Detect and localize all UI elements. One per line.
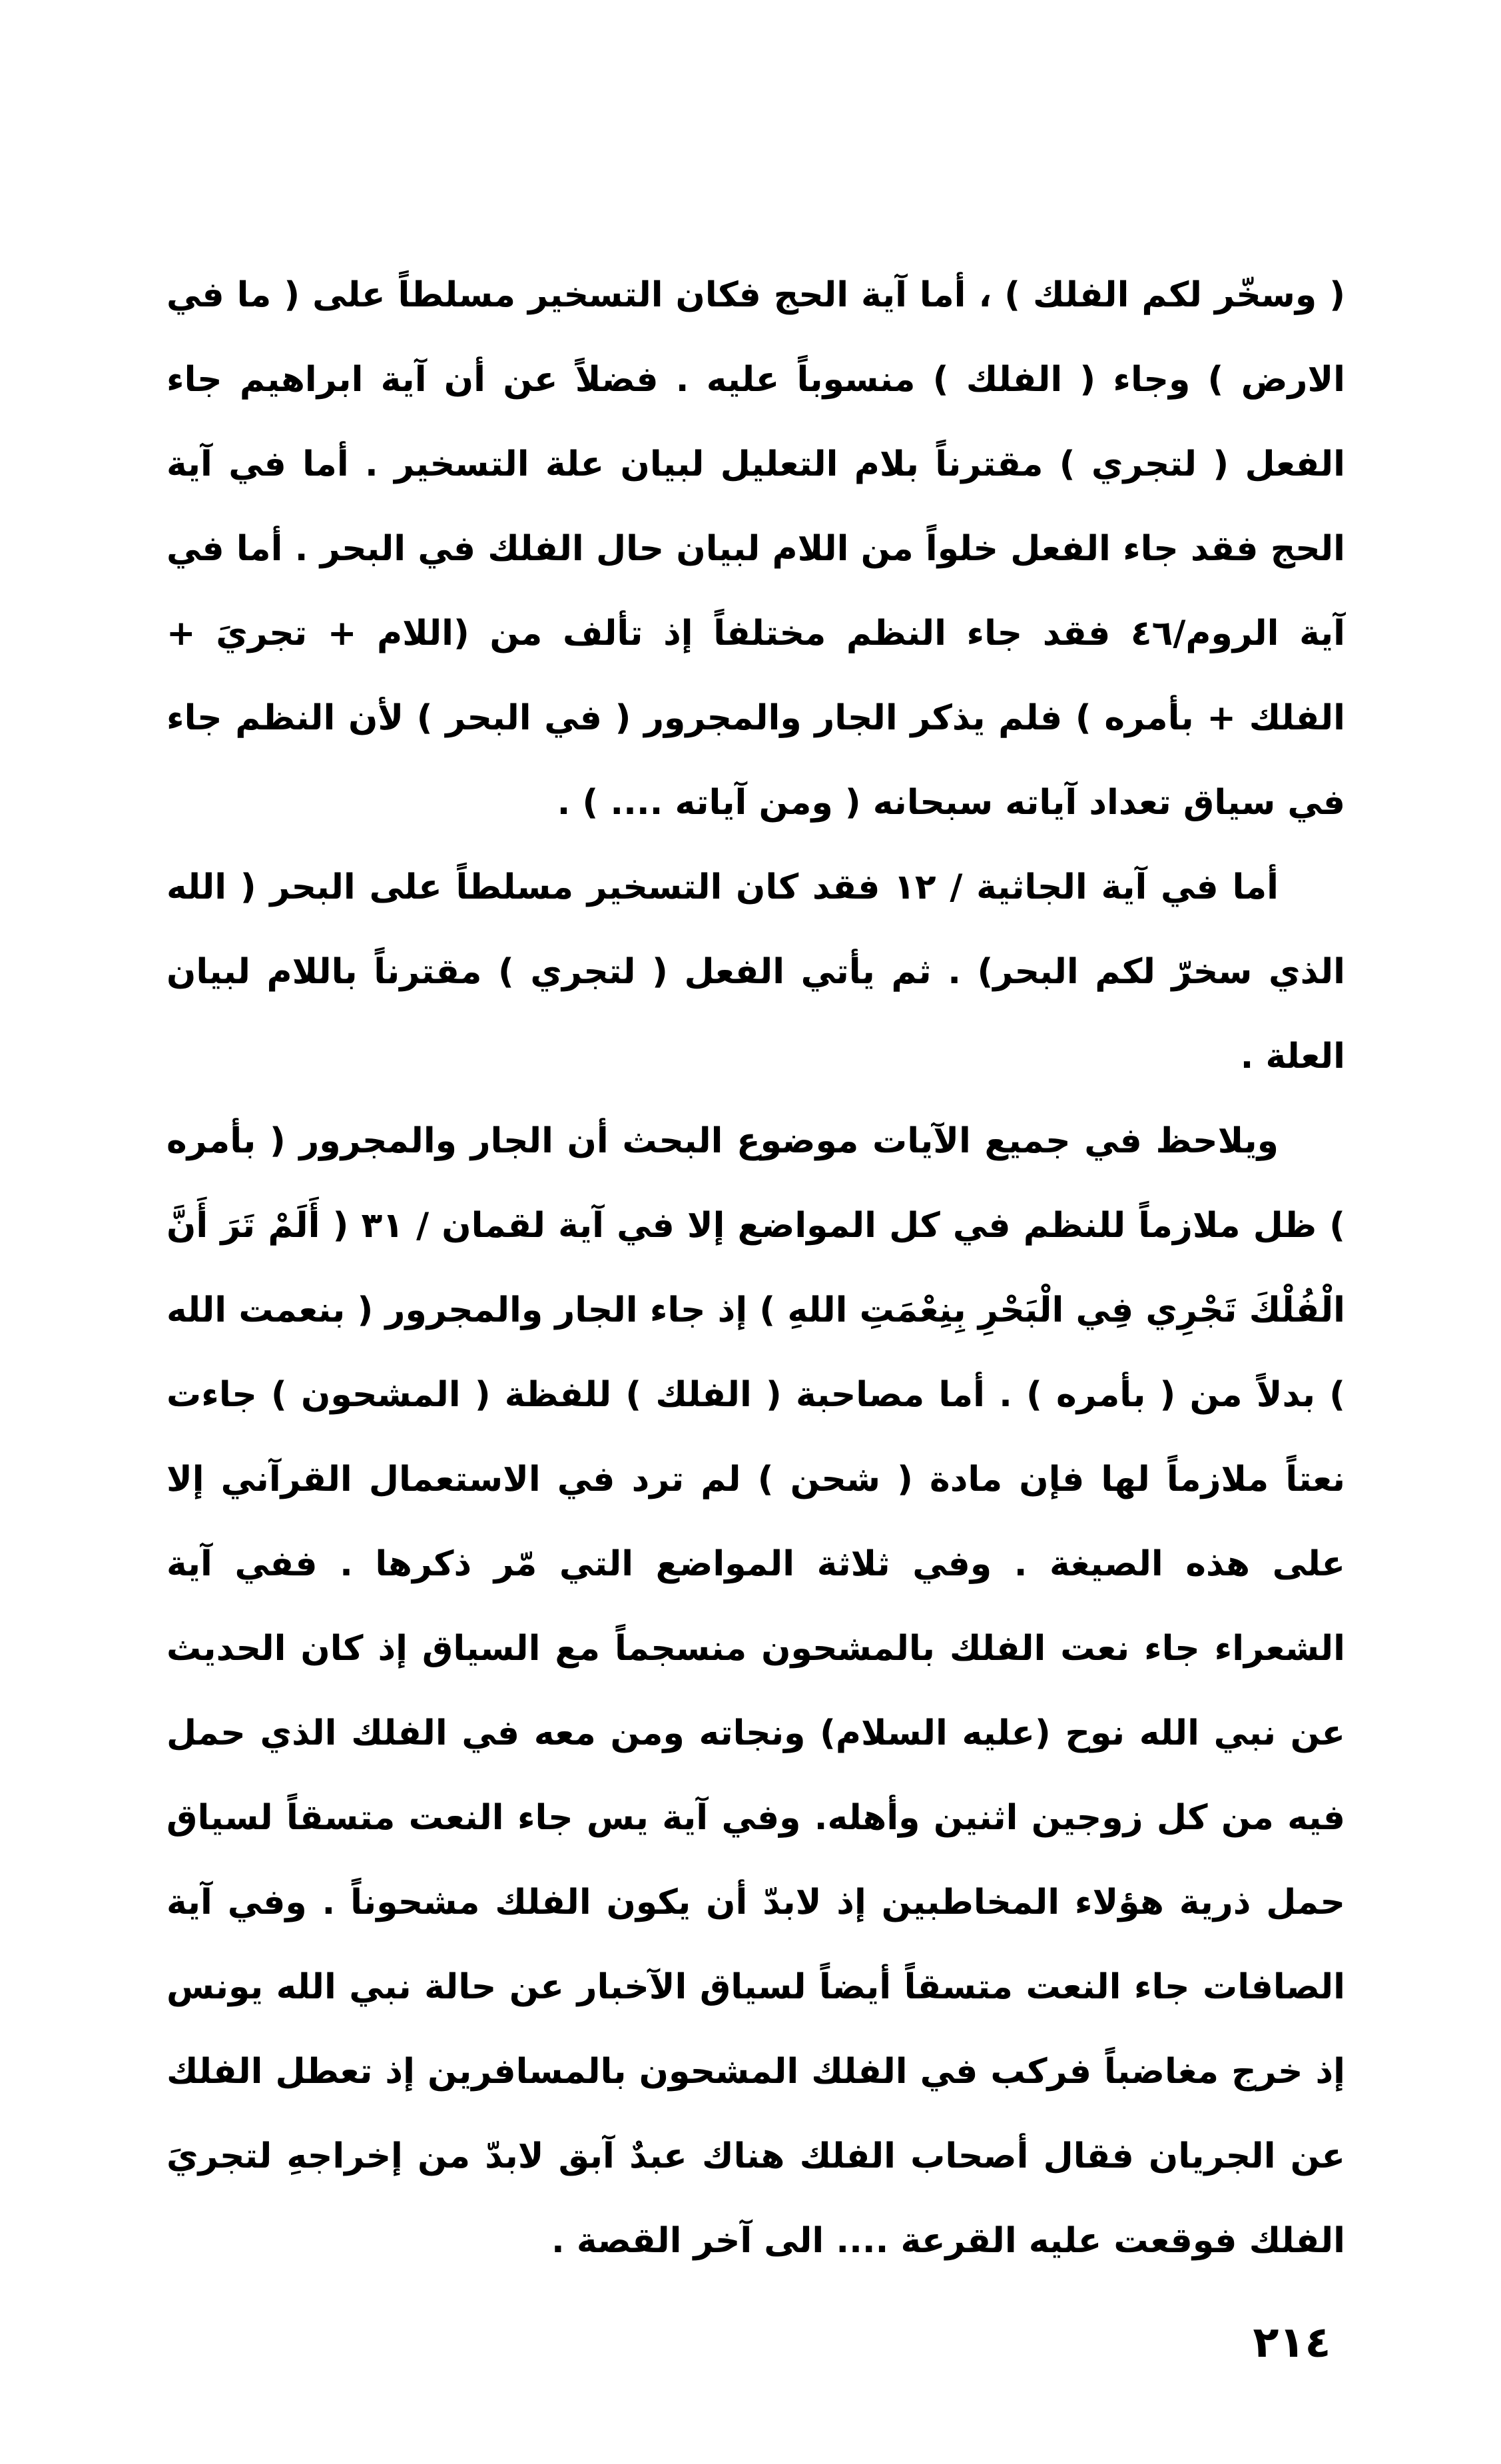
paragraph-2: أما في آية الجاثية / ١٢ فقد كان التسخير مسلطاً على البحر ( الله الذي سخرّ لكم البحر) . ثم يأتي الفعل ( لتجري ) مقترناً باللام لبيان العلة . [166,867,1345,1076]
body-text [166,253,1345,2283]
paragraph-3: ويلاحظ في جميع الآيات موضوع البحث أن الجار والمجرور ( بأمره ) ظل ملازماً للنظم في كل المواضع إلا في آية لقمان / ٣١ ( أَلَمْ تَرَ أَنَّ الْفُلْكَ تَجْرِي فِي الْبَحْرِ بِنِعْمَتِ اللهِ ) إذ جاء الجار والمجرور ( بنعمت الله ) بدلاً من ( بأمره ) . أما مصاحبة ( الفلك ) للفظة ( المشحون ) جاءت نعتاً ملازماً لها فإن مادة ( شحن ) لم ترد في الاستعمال القرآني إلا على هذه الصيغة . وفي ثلاثة المواضع التي مّر ذكرها . ففي آية الشعراء جاء نعت الفلك بالمشحون منسجماً مع السياق إذ كان الحديث عن نبي الله نوح (عليه السلام) ونجاته ومن معه في الفلك الذي حمل فيه من كل زوجين اثنين وأهله. وفي آية يس جاء النعت متسقاً لسياق حمل ذرية هؤلاء المخاطبين إذ لابدّ أن يكون الفلك مشحوناً . وفي آية الصافات جاء النعت متسقاً أيضاً لسياق الآخبار عن حالة نبي الله يونس إذ خرج مغاضباً فركب في الفلك المشحون بالمسافرين إذ تعطل الفلك عن الجريان فقال أصحاب الفلك هناك عبدٌ آبق لابدّ من إخراجهِ لتجريَ الفلك فوقعت عليه القرعة .... الى آخر القصة . [166,1121,1345,2261]
paragraph-1: ( وسخّر لكم الفلك ) ، أما آية الحج فكان التسخير مسلطاً على ( ما في الارض ) وجاء ( الفلك ) منسوباً عليه . فضلاً عن أن آية ابراهيم جاء الفعل ( لتجري ) مقترناً بلام التعليل لبيان علة التسخير . أما في آية الحج فقد جاء الفعل خلواً من اللام لبيان حال الفلك في البحر . أما في آية الروم/٤٦ فقد جاء النظم مختلفاً إذ تألف من (اللام + تجريَ + الفلك + بأمره ) فلم يذكر الجار والمجرور ( في البحر ) لأن النظم جاء في سياق تعداد آياته سبحانه ( ومن آياته .... ) . [166,275,1345,823]
page-number: ٢١٤ [1253,2318,1331,2367]
